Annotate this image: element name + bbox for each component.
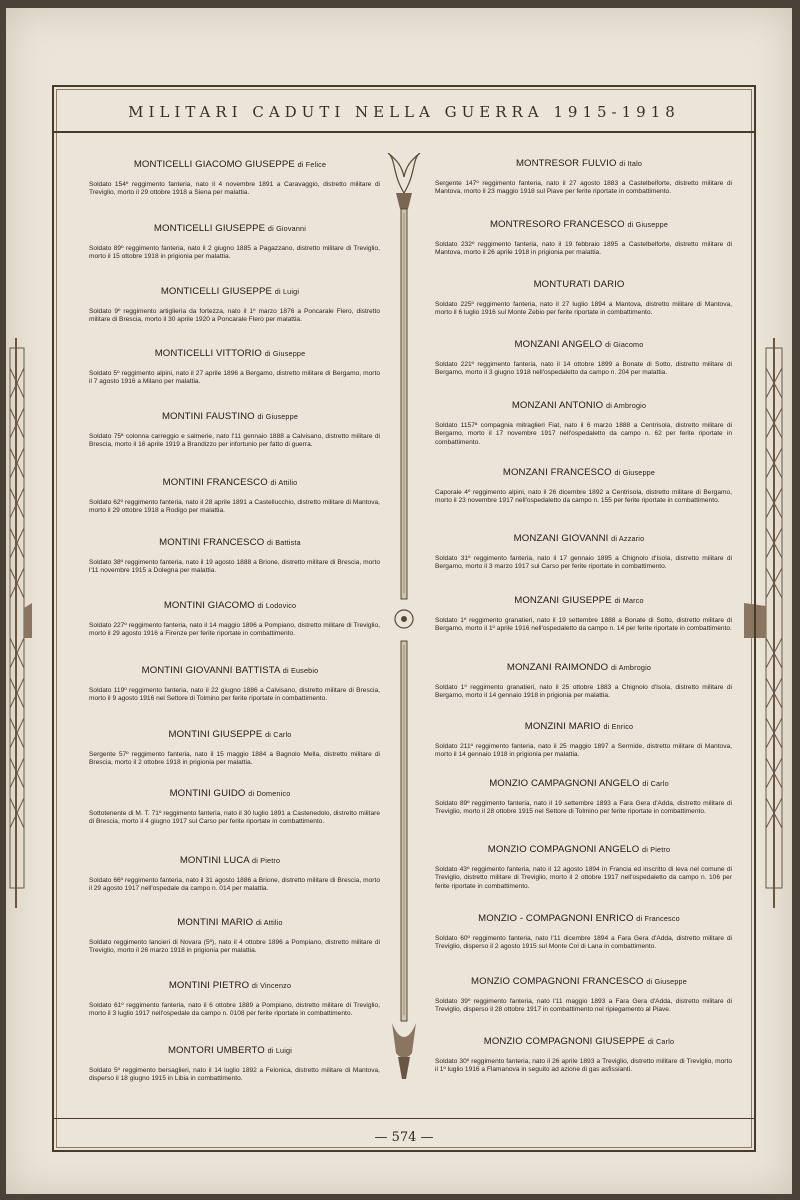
book-page bbox=[6, 8, 792, 1194]
patronymic: di Italo bbox=[619, 159, 643, 168]
list-item bbox=[80, 286, 380, 325]
entry-text: Soldato 60º reggimento fanteria, nato l'11 dicembre 1894 a Fara Gera d'Adda, distretto militare di Treviglio, disperso il 2 agosto 1915 sul Monte Col di Lana in combattimento. bbox=[435, 935, 732, 951]
patronymic: di Felice bbox=[297, 160, 327, 169]
soldier-name: MONTICELLI GIACOMO GIUSEPPE bbox=[133, 159, 295, 170]
list-item bbox=[80, 411, 380, 450]
list-item bbox=[80, 537, 380, 576]
entry-text: Soldato 119º reggimento fanteria, nato il 22 giugno 1886 a Calvisano, distretto militare di Brescia, morto il 9 agosto 1916 nel Settore di Tolmino per ferite riportate in combattimento. bbox=[89, 687, 380, 703]
soldier-name: MONZIO CAMPAGNONI ANGELO bbox=[489, 778, 640, 789]
patronymic: di Pietro bbox=[252, 856, 281, 865]
entry-text: Soldato 38º reggimento fanteria, nato il 19 agosto 1888 a Brione, distretto militare di Brescia, morto l'11 novembre 1915 a Dolegna per malattia. bbox=[89, 559, 380, 575]
soldier-name: MONTRESORO FRANCESCO bbox=[489, 219, 625, 230]
entry-text: Soldato 1157ª compagnia mitraglieri Fiat, nato il 6 marzo 1888 a Centrisola, distretto militare di Bergamo, morto il 17 novembre 1917 nell'ospedaletto da campo n. 62 per ferite riportate in combattimento. bbox=[435, 422, 732, 446]
list-item bbox=[80, 1045, 380, 1084]
entry-text: Soldato 227º reggimento fanteria, nato il 14 maggio 1896 a Pompiano, distretto militare di Treviglio, morto il 29 agosto 1916 a Firenze per ferite riportate in combattimento. bbox=[89, 622, 380, 638]
entry-text: Soldato 9º reggimento artiglieria da fortezza, nato il 1º marzo 1876 a Poncarale Flero, distretto militare di Brescia, morto il 30 aprile 1920 a Poncarale Flero per malattia. bbox=[89, 308, 380, 324]
entry-text: Soldato 31º reggimento fanteria, nato il 17 gennaio 1895 a Chignolo d'Isola, distretto militare di Bergamo, morto il 3 marzo 1917 sul Carso per ferite riportate in combattimento. bbox=[435, 555, 732, 571]
soldier-name: MONTRESOR FULVIO bbox=[515, 158, 617, 169]
soldier-name: MONTICELLI GIUSEPPE bbox=[153, 223, 266, 234]
list-item bbox=[426, 1036, 732, 1075]
soldier-name: MONTICELLI VITTORIO bbox=[154, 348, 262, 359]
list-item bbox=[426, 467, 732, 506]
entry-text: Soldato 5º reggimento alpini, nato il 27 aprile 1896 a Bergamo, distretto militare di Bergamo, morto il 7 agosto 1916 a Milano per malattia. bbox=[89, 370, 380, 386]
patronymic: di Vincenzo bbox=[251, 981, 292, 990]
patronymic: di Domenico bbox=[248, 789, 291, 798]
soldier-name: MONZANI ANGELO bbox=[514, 339, 603, 350]
entry-text: Soldato 62º reggimento fanteria, nato il 28 aprile 1891 a Castellucchio, distretto militare di Mantova, morto il 29 ottobre 1918 a Rodigo per malattia. bbox=[89, 499, 380, 515]
patronymic: di Eusebio bbox=[282, 666, 319, 675]
soldier-name: MONZANI ANTONIO bbox=[511, 400, 604, 411]
list-item bbox=[80, 223, 380, 262]
central-torch-ornament bbox=[384, 153, 424, 1083]
left-fasces-ornament bbox=[6, 338, 32, 908]
patronymic: di Attilio bbox=[255, 918, 283, 927]
soldier-name: MONZIO COMPAGNONI ANGELO bbox=[487, 844, 640, 855]
soldier-name: MONZIO COMPAGNONI FRANCESCO bbox=[471, 976, 644, 987]
list-item bbox=[80, 600, 380, 639]
entry-text: Soldato 61º reggimento fanteria, nato il 6 ottobre 1889 a Pompiano, distretto militare di Treviglio, morto il 3 luglio 1917 nell'ospedale da campo n. 0108 per ferite riportate in combattimento. bbox=[89, 1002, 380, 1018]
list-item bbox=[426, 844, 732, 891]
patronymic: di Giuseppe bbox=[614, 468, 656, 477]
soldier-name: MONTINI MARIO bbox=[177, 917, 254, 928]
patronymic: di Carlo bbox=[642, 779, 669, 788]
list-item bbox=[426, 662, 732, 701]
soldier-name: MONTURATI DARIO bbox=[533, 279, 625, 290]
entry-text: Soldato 232º reggimento fanteria, nato il 19 febbraio 1895 a Castelbelforte, distretto militare di Mantova, morto il 26 aprile 1918 in prigionia per malattia. bbox=[435, 241, 732, 257]
list-item bbox=[80, 788, 380, 827]
patronymic: di Giacomo bbox=[605, 340, 644, 349]
list-item bbox=[426, 279, 732, 318]
list-item bbox=[80, 729, 380, 768]
list-item bbox=[80, 348, 380, 387]
page-header bbox=[54, 87, 754, 133]
list-item bbox=[426, 595, 732, 634]
soldier-name: MONTINI GUIDO bbox=[169, 788, 246, 799]
page-number: — 574 — bbox=[374, 1130, 434, 1145]
patronymic: di Marco bbox=[614, 596, 644, 605]
soldier-name: MONZANI GIUSEPPE bbox=[514, 595, 612, 606]
patronymic: di Ambrogio bbox=[610, 663, 652, 672]
patronymic: di Carlo bbox=[647, 1037, 675, 1046]
entry-text: Soldato 1º reggimento granatieri, nato il 19 settembre 1888 a Bonate di Sotto, distretto militare di Bergamo, morto il 1º aprile 1916 nell'ospedaletto da campo n. 14 per ferite riportate in combattimento. bbox=[435, 617, 732, 633]
soldier-name: MONTINI PIETRO bbox=[168, 980, 250, 991]
patronymic: di Azzario bbox=[611, 534, 645, 543]
list-item bbox=[80, 665, 380, 704]
soldier-name: MONTINI GIOVANNI BATTISTA bbox=[141, 665, 281, 676]
entry-text: Soldato 30º reggimento fanteria, nato il 26 aprile 1893 a Treviglio, distretto militare di Treviglio, morto il 1º luglio 1916 a Flamanova in seguito ad azione di gas asfissianti. bbox=[435, 1058, 732, 1074]
page-frame bbox=[52, 85, 756, 1152]
entry-text: Soldato 66º reggimento fanteria, nato il 31 agosto 1886 a Brione, distretto militare di Brescia, morto il 29 agosto 1917 nell'ospedale da campo n. 014 per malattia. bbox=[89, 877, 380, 893]
soldier-name: MONZIO COMPAGNONI GIUSEPPE bbox=[483, 1036, 646, 1047]
entry-text: Sottotenente di M. T. 71º reggimento fanteria, nato il 30 luglio 1891 a Castenedolo, distretto militare di Brescia, morto il 4 giugno 1917 sul Carso per ferite riportate in combattimento. bbox=[89, 810, 380, 826]
patronymic: di Pietro bbox=[642, 845, 671, 854]
list-item bbox=[80, 980, 380, 1019]
soldier-name: MONZANI GIOVANNI bbox=[513, 533, 609, 544]
soldier-name: MONTINI GIACOMO bbox=[163, 600, 255, 611]
patronymic: di Giovanni bbox=[267, 224, 307, 233]
patronymic: di Francesco bbox=[636, 914, 680, 923]
list-item bbox=[426, 778, 732, 817]
entry-text: Soldato 211º reggimento fanteria, nato il 25 maggio 1897 a Sermide, distretto militare di Mantova, morto il 14 gennaio 1918 in prigionia per malattia. bbox=[435, 743, 732, 759]
soldier-name: MONTINI FAUSTINO bbox=[161, 411, 255, 422]
footer-divider bbox=[54, 1118, 754, 1119]
patronymic: di Carlo bbox=[265, 730, 292, 739]
soldier-name: MONTINI FRANCESCO bbox=[159, 537, 265, 548]
patronymic: di Giuseppe bbox=[257, 412, 299, 421]
list-item bbox=[80, 917, 380, 956]
patronymic: di Lodovico bbox=[257, 601, 297, 610]
entry-text: Soldato 1º reggimento granatieri, nato il 25 ottobre 1883 a Chignolo d'Isola, distretto militare di Bergamo, morto il 14 gennaio 1918 in prigionia per malattia. bbox=[435, 684, 732, 700]
entry-text: Soldato 225º reggimento fanteria, nato il 27 luglio 1894 a Mantova, distretto militare di Mantova, morto il 6 luglio 1916 sul Monte Zebio per ferite riportate in combattimento. bbox=[435, 301, 732, 317]
entry-text: Caporale 4º reggimento alpini, nato il 26 dicembre 1892 a Centrisola, distretto militare di Bergamo, morto il 23 novembre 1917 nell'ospedaletto da campo n. 155 per ferite riportate in combattimento. bbox=[435, 489, 732, 505]
soldier-name: MONZANI RAIMONDO bbox=[506, 662, 609, 673]
patronymic: di Giuseppe bbox=[264, 349, 306, 358]
patronymic: di Luigi bbox=[267, 1046, 293, 1055]
entry-text: Soldato 154º reggimento fanteria, nato il 4 novembre 1891 a Caravaggio, distretto militare di Treviglio, morto il 29 ottobre 1918 a Siena per malattia. bbox=[89, 181, 380, 197]
patronymic: di Battista bbox=[267, 538, 301, 547]
soldier-name: MONZANI FRANCESCO bbox=[502, 467, 612, 478]
soldier-name: MONTINI GIUSEPPE bbox=[168, 729, 263, 740]
soldier-name: MONZINI MARIO bbox=[524, 721, 601, 732]
entry-text: Soldato reggimento lancieri di Novara (5º), nato il 4 ottobre 1896 a Pompiano, distretto militare di Treviglio, morto il 26 marzo 1918 in prigionia per malattia. bbox=[89, 939, 380, 955]
list-item bbox=[426, 533, 732, 572]
patronymic: di Ambrogio bbox=[606, 401, 647, 410]
patronymic: di Giuseppe bbox=[646, 977, 687, 986]
entry-text: Soldato 89º reggimento fanteria, nato il 19 settembre 1893 a Fara Gera d'Adda, distretto militare di Treviglio, morto il 28 ottobre 1915 nel Settore di Tolmino per ferite riportate in combattimento. bbox=[435, 800, 732, 816]
entry-text: Soldato 221º reggimento fanteria, nato il 14 ottobre 1899 a Bonate di Sotto, distretto militare di Bergamo, morto il 3 giugno 1918 nell'ospedaletto da campo n. 204 per malattia. bbox=[435, 361, 732, 377]
entry-text: Soldato 39º reggimento fanteria, nato l'11 maggio 1893 a Fara Gera d'Adda, distretto militare di Treviglio, disperso il 28 ottobre 1917 in combattimento nel ripiegamento al Piave. bbox=[435, 998, 732, 1014]
list-item bbox=[426, 339, 732, 378]
list-item bbox=[426, 976, 732, 1015]
list-item bbox=[80, 855, 380, 894]
list-item bbox=[80, 477, 380, 516]
entry-text: Sergente 57º reggimento fanteria, nato il 15 maggio 1884 a Bagnolo Mella, distretto militare di Brescia, morto il 2 ottobre 1918 in prigionia per malattia. bbox=[89, 751, 380, 767]
entry-text: Soldato 43º reggimento fanteria, nato il 12 agosto 1894 in Francia ed inscritto di leva nel comune di Treviglio, distretto militare di Treviglio, morto il 2 ottobre 1917 nell'ospedaletto da campo n. 106 per ferite riportate in combattimento. bbox=[435, 866, 732, 890]
entry-text: Soldato 89º reggimento fanteria, nato il 2 giugno 1885 a Pagazzano, distretto militare di Treviglio, morto il 15 ottobre 1918 in prigionia per malattia. bbox=[89, 245, 380, 261]
patronymic: di Luigi bbox=[274, 287, 300, 296]
list-item bbox=[426, 219, 732, 258]
soldier-name: MONTINI FRANCESCO bbox=[162, 477, 268, 488]
soldier-name: MONTICELLI GIUSEPPE bbox=[160, 286, 273, 297]
list-item bbox=[426, 158, 732, 197]
soldier-name: MONTINI LUCA bbox=[179, 855, 250, 866]
entry-text: Sergente 147º reggimento fanteria, nato il 27 agosto 1883 a Castelbelforte, distretto militare di Mantova, morto il 23 maggio 1918 sul Piave per ferite riportate in combattimento. bbox=[435, 180, 732, 196]
page-title: MILITARI CADUTI NELLA GUERRA 1915-1918 bbox=[128, 103, 680, 121]
list-item bbox=[426, 721, 732, 760]
entry-text: Soldato 5º reggimento bersaglieri, nato il 14 luglio 1892 a Felonica, distretto militare di Mantova, disperso il 18 giugno 1915 in Libia in combattimento. bbox=[89, 1067, 380, 1083]
patronymic: di Attilio bbox=[270, 478, 298, 487]
list-item bbox=[80, 159, 380, 198]
entry-text: Soldato 75ª colonna carreggio e salmerie, nato l'11 gennaio 1888 a Calvisano, distretto militare di Brescia, morto il 16 aprile 1919 a Brandizzo per infortunio per fatto di guerra. bbox=[89, 433, 380, 449]
list-item bbox=[426, 913, 732, 952]
list-item bbox=[426, 400, 732, 447]
patronymic: di Enrico bbox=[603, 722, 634, 731]
patronymic: di Giuseppe bbox=[627, 220, 669, 229]
soldier-name: MONTORI UMBERTO bbox=[167, 1045, 265, 1056]
soldier-name: MONZIO - COMPAGNONI ENRICO bbox=[478, 913, 634, 924]
